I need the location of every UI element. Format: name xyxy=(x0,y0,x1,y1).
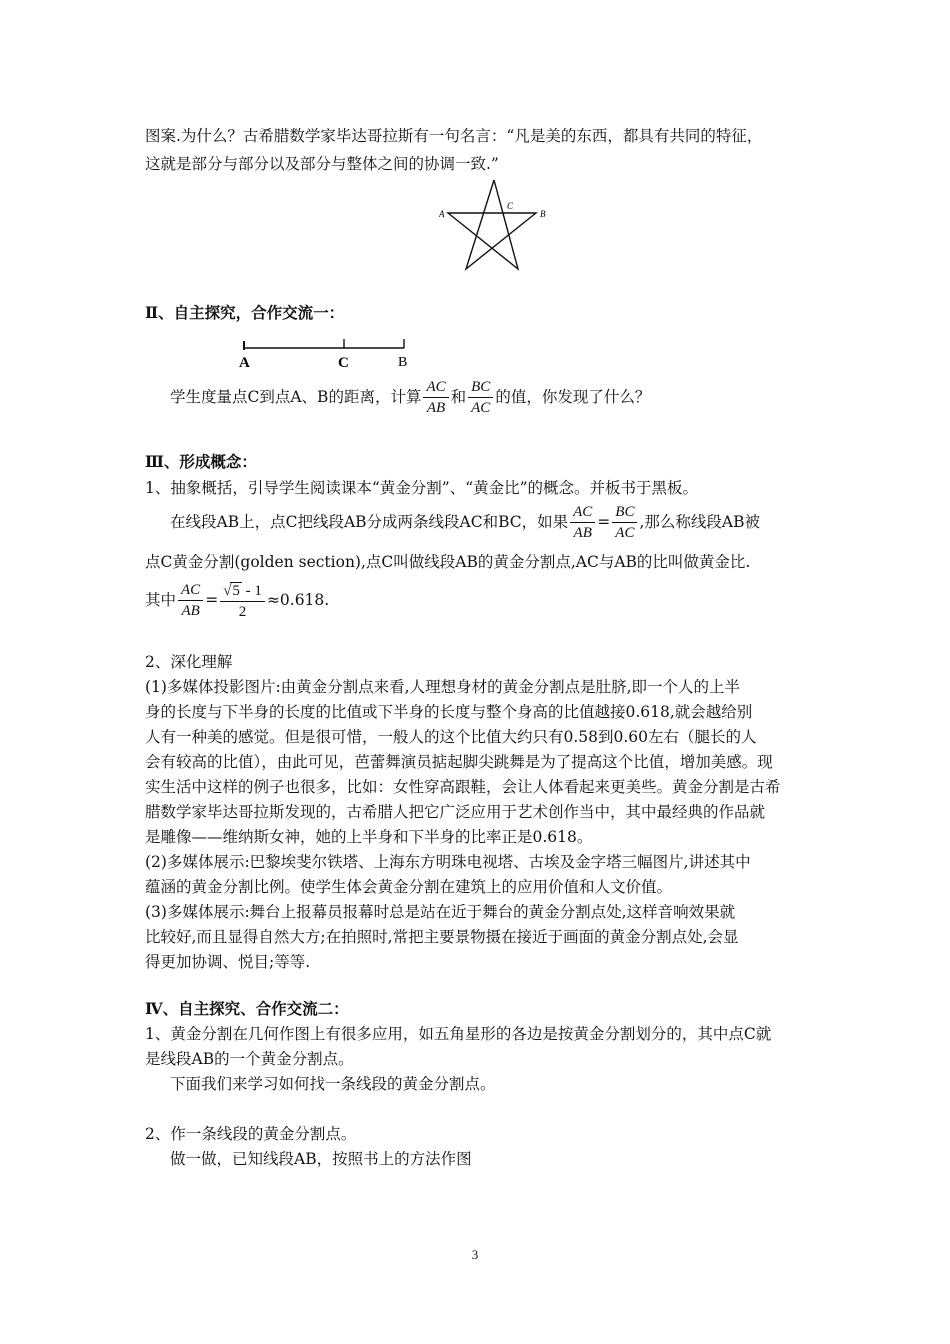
item3-line-3: 得更加协调、悦目;等等. xyxy=(145,953,311,971)
ratio-equals: = xyxy=(205,591,219,609)
section3-para-2: 2、深化理解 xyxy=(145,653,233,671)
ratio-fraction-ac-ab xyxy=(178,582,203,620)
fraction-denominator: AB xyxy=(426,400,446,416)
ratio-minus-one: - 1 xyxy=(241,582,262,599)
item1-line-5: 实生活中这样的例子也很多，比如：女性穿高跟鞋，会让人体看起来更美些。黄金分割是古希 xyxy=(145,778,781,796)
ratio-suffix: ≈0.618. xyxy=(266,591,330,609)
item1-line-7: 是雕像——维纳斯女神，她的上半身和下半身的比率正是0.618。 xyxy=(145,828,593,846)
intro-line-2: 这就是部分与部分以及部分与整体之间的协调一致.” xyxy=(145,155,499,173)
section2-heading: Ⅱ、自主探究，合作交流一： xyxy=(145,303,345,322)
fraction-numerator: AC xyxy=(178,582,203,601)
star-label-b: B xyxy=(540,209,546,219)
star-label-a: A xyxy=(439,209,445,219)
ratio-prefix: 其中 xyxy=(145,591,177,609)
section4-para-1-line-1: 1、黄金分割在几何作图上有很多应用，如五角星形的各边是按黄金分割划分的，其中点C就 xyxy=(145,1025,772,1043)
fraction-ac-ab xyxy=(423,379,448,417)
section3-para-1: 1、抽象概括，引导学生阅读课本“黄金分割”、“黄金比”的概念。并板书于黑板。 xyxy=(145,479,699,497)
section4-para-2-line-2: 做一做，已知线段AB，按照书上的方法作图 xyxy=(170,1150,472,1168)
item1-line-6: 腊数学家毕达哥拉斯发现的，古希腊人把它广泛应用于艺术创作当中，其中最经典的作品就 xyxy=(145,803,766,821)
sqrt-sign: √ xyxy=(223,582,232,599)
fraction-numerator xyxy=(220,582,265,602)
fraction-denominator: AB xyxy=(181,603,200,619)
fraction-numerator: AC xyxy=(570,504,595,523)
segment-label-a: A xyxy=(239,355,250,371)
pentagram-star xyxy=(448,180,536,269)
definition-suffix: ,那么称线段AB被 xyxy=(639,513,760,531)
section4-para-1-line-2: 是线段AB的一个黄金分割点。 xyxy=(145,1050,354,1068)
item1-line-4: 会有较高的比值），由此可见，芭蕾舞演员掂起脚尖跳舞是为了提高这个比值，增加美感。现 xyxy=(145,753,773,771)
fraction-denominator: AC xyxy=(471,400,491,416)
segment-label-b: B xyxy=(398,355,408,370)
fraction-bc-ac xyxy=(468,379,493,417)
ratio-fraction-sqrt5 xyxy=(220,582,265,621)
item1-line-1: (1)多媒体投影图片:由黄金分割点来看,人理想身材的黄金分割点是肚脐,即一个人的上半 xyxy=(145,678,741,696)
fraction-denominator: 2 xyxy=(238,603,247,620)
fraction-numerator: BC xyxy=(612,504,637,523)
definition-fraction-ac-ab xyxy=(570,504,595,542)
item1-line-2: 身的长度与下半身的长度的比值或下半身的长度与整个身高的比值越接0.618,就会越给别 xyxy=(145,703,753,721)
section3-heading: Ⅲ、形成概念： xyxy=(145,452,257,471)
item3-line-2: 比较好,而且显得自然大方;在拍照时,常把主要景物摄在接近于画面的黄金分割点处,会显 xyxy=(145,928,739,946)
definition-equals: = xyxy=(597,513,611,531)
fraction-numerator: BC xyxy=(468,379,493,398)
item1-line-3: 人有一种美的感觉。但是很可惜，一般人的这个比值大约只有0.58到0.60左右（腿长的人 xyxy=(145,728,757,746)
definition-line-2: 点C黄金分割(golden section),点C叫做线段AB的黄金分割点,AC与AB的比叫做黄金比. xyxy=(145,553,751,571)
pentagram-figure xyxy=(432,172,552,276)
segment-label-c: C xyxy=(338,355,349,371)
segment-figure xyxy=(236,330,416,372)
fraction-denominator: AC xyxy=(615,525,635,541)
section4-para-1-line-3: 下面我们来学习如何找一条线段的黄金分割点。 xyxy=(170,1075,496,1093)
golden-ratio-formula xyxy=(145,578,329,622)
question-mid: 和 xyxy=(450,388,467,406)
section4-heading: Ⅳ、自主探究、合作交流二： xyxy=(145,999,349,1018)
question-suffix: 的值，你发现了什么？ xyxy=(495,388,651,406)
fraction-denominator: AB xyxy=(573,525,592,541)
item2-line-2: 蕴涵的黄金分割比例。使学生体会黄金分割在建筑上的应用价值和人文价值。 xyxy=(145,878,673,896)
definition-fraction-bc-ac xyxy=(612,504,637,542)
fraction-numerator: AC xyxy=(423,379,448,398)
definition-line-1 xyxy=(170,500,760,544)
question-prefix: 学生度量点C到点A、B的距离，计算 xyxy=(170,388,422,406)
definition-prefix: 在线段AB上，点C把线段AB分成两条线段AC和BC，如果 xyxy=(170,513,569,531)
intro-line-1: 图案.为什么？古希腊数学家毕达哥拉斯有一句名言：“凡是美的东西，都具有共同的特征， xyxy=(145,127,763,145)
item3-line-1: (3)多媒体展示:舞台上报幕员报幕时总是站在近于舞台的黄金分割点处,这样音响效果就 xyxy=(145,903,736,921)
section2-question xyxy=(170,376,650,418)
section4-para-2-line-1: 2、作一条线段的黄金分割点。 xyxy=(145,1125,357,1143)
item2-line-1: (2)多媒体展示:巴黎埃斐尔铁塔、上海东方明珠电视塔、古埃及金字塔三幅图片,讲述其中 xyxy=(145,853,751,871)
page-number: 3 xyxy=(471,1247,479,1262)
star-label-c: C xyxy=(507,201,514,211)
sqrt-radicand: 5 xyxy=(232,582,240,599)
